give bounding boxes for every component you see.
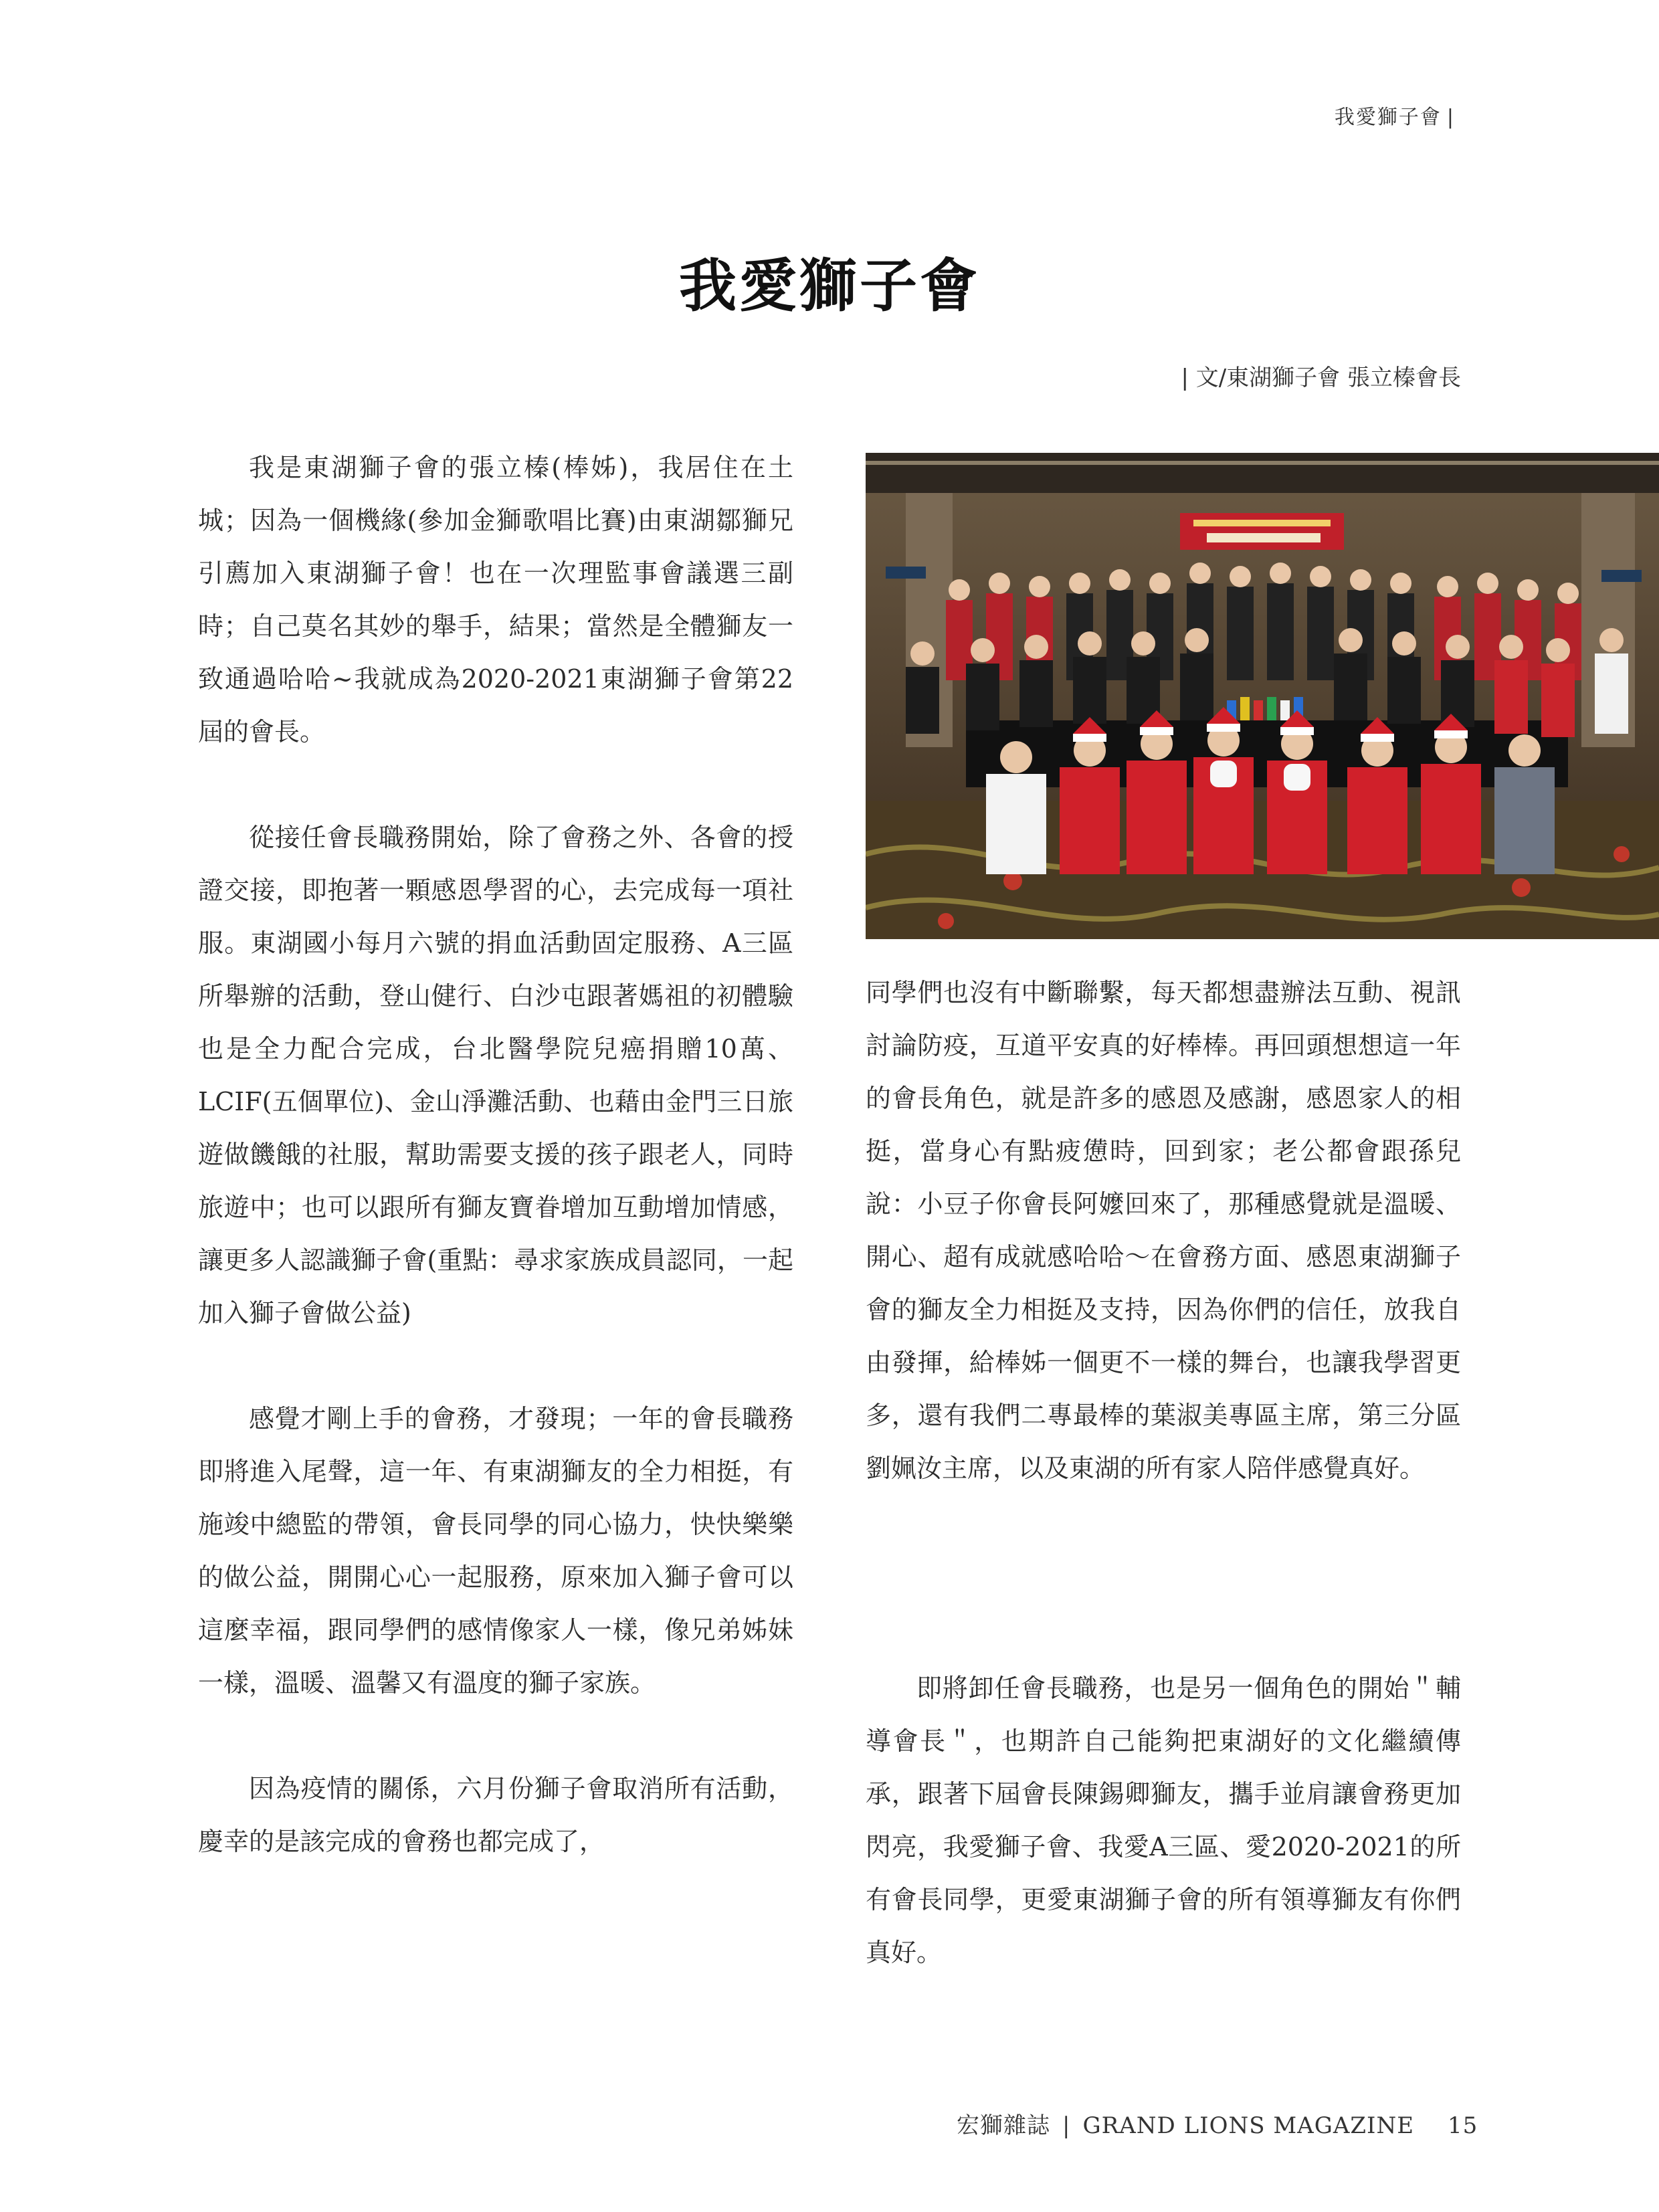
page-number: 15	[1448, 2112, 1478, 2139]
magazine-name-en: GRAND LIONS MAGAZINE	[1082, 2112, 1415, 2139]
article-title: 我愛獅子會	[679, 253, 980, 320]
paragraph-3: 感覺才剛上手的會務，才發現；一年的會長職務即將進入尾聲，這一年、有東湖獅友的全力相挺，有施竣中總監的帶領，會長同學的同心協力，快快樂樂的做公益，開開心心一起服務，原來加入獅子會可以這麼幸福，跟同學們的感情像家人一樣，像兄弟姊妹一樣，溫暖、溫馨又有溫度的獅子家族。	[198, 1404, 793, 1698]
running-head-title: 我愛獅子會	[1334, 106, 1442, 129]
group-photo	[866, 453, 1659, 939]
paragraph-1: 我是東湖獅子會的張立榛(棒姊)，我居住在土城；因為一個機緣(參加金獅歌唱比賽)由東湖鄒獅兄引薦加入東湖獅子會！也在一次理監事會議選三副時；自己莫名其妙的舉手，結果；當然是全體獅友一致通過哈哈~我就成為2020-2021東湖獅子會第22屆的會長。	[198, 453, 793, 746]
magazine-name-cn: 宏獅雜誌	[957, 2112, 1050, 2139]
paragraph-4: 因為疫情的關係，六月份獅子會取消所有活動，慶幸的是該完成的會務也都完成了，	[198, 1774, 793, 1856]
right-column-top	[866, 967, 1461, 1495]
group-photo-icon	[866, 453, 1659, 939]
paragraph-6: 即將卸任會長職務，也是另一個角色的開始＂輔導會長＂，也期許自己能夠把東湖好的文化繼續傳承，跟著下屆會長陳錫卿獅友，攜手並肩讓會務更加閃亮，我愛獅子會、我愛A三區、愛2020-2021的所有會長同學，更愛東湖獅子會的所有領導獅友有你們真好。	[866, 1674, 1461, 1967]
running-head-bar: |	[1446, 106, 1455, 129]
paragraph-5: 同學們也沒有中斷聯繫，每天都想盡辦法互動、視訊討論防疫，互道平安真的好棒棒。再回頭想想這一年的會長角色，就是許多的感恩及感謝，感恩家人的相挺，當身心有點疲憊時，回到家；老公都會跟孫兒說：小豆子你會長阿嬤回來了，那種感覺就是溫暖、開心、超有成就感哈哈～在會務方面、感恩東湖獅子會的獅友全力相挺及支持，因為你們的信任，放我自由發揮，給棒姊一個更不一樣的舞台，也讓我學習更多，還有我們二專最棒的葉淑美專區主席，第三分區劉姵汝主席，以及東湖的所有家人陪伴感覺真好。	[866, 978, 1461, 1483]
page-footer	[957, 2107, 1478, 2140]
byline: | 文/東湖獅子會 張立榛會長	[1181, 365, 1461, 391]
right-column-bottom	[866, 1662, 1461, 1979]
running-head	[1335, 100, 1455, 130]
footer-separator: |	[1062, 2112, 1071, 2139]
paragraph-2: 從接任會長職務開始，除了會務之外、各會的授證交接，即抱著一顆感恩學習的心，去完成每一項社服。東湖國小每月六號的捐血活動固定服務、A三區所舉辦的活動，登山健行、白沙屯跟著媽祖的初體驗也是全力配合完成，台北醫學院兒癌捐贈10萬、LCIF(五個單位)、金山淨灘活動、也藉由金門三日旅遊做饑餓的社服，幫助需要支援的孩子跟老人，同時旅遊中；也可以跟所有獅友寶眷增加互動增加情感，讓更多人認識獅子會(重點：尋求家族成員認同，一起加入獅子會做公益)	[198, 823, 793, 1328]
left-column	[198, 441, 793, 1868]
